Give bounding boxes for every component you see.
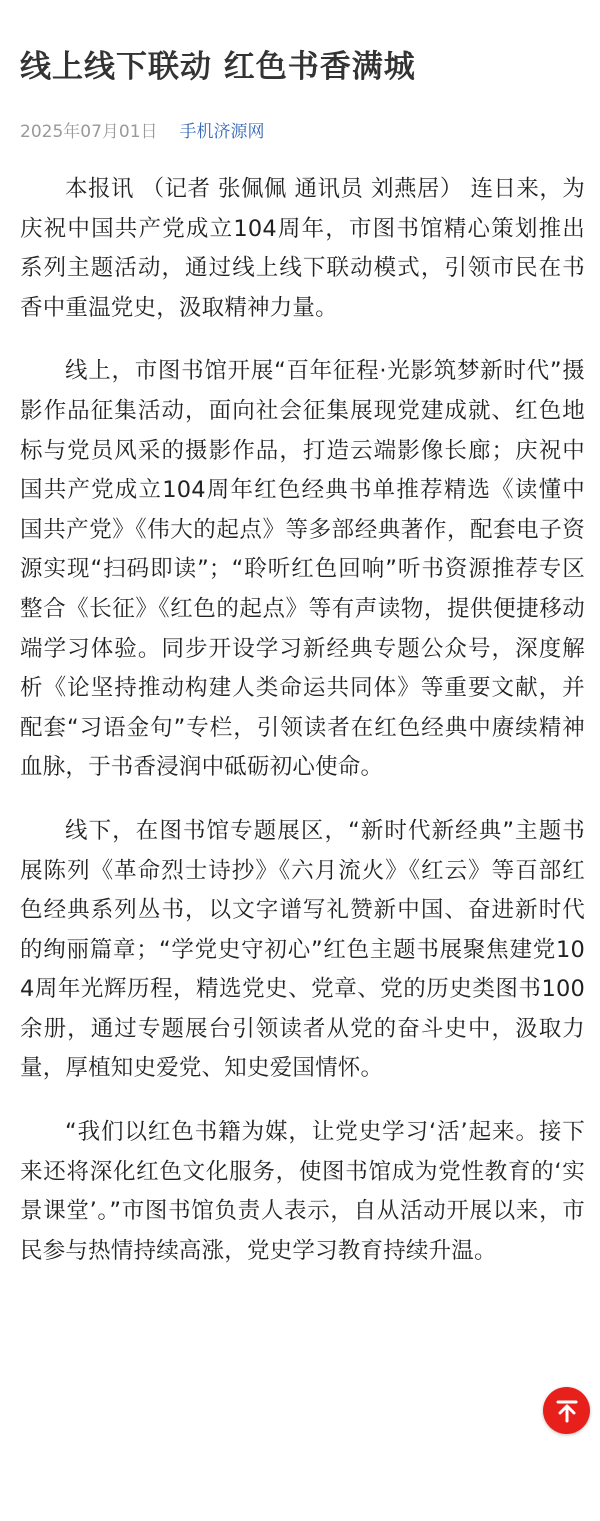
publish-date: 2025年07月01日 bbox=[20, 121, 158, 142]
paragraph: 线下，在图书馆专题展区，“新时代新经典”主题书展陈列《革命烈士诗抄》《六月流火》《红云》等百部红色经典系列丛书，以文字谱写礼赞新中国、奋进新时代的绚丽篇章；“学党史守初心”红色主题书展聚焦建党104周年光辉历程，精选党史、党章、党的历史类图书100余册，通过专题展台引领读者从党的奋斗史中，汲取力量，厚植知史爱党、知史爱国情怀。 bbox=[20, 817, 585, 1082]
back-to-top-button[interactable] bbox=[543, 1387, 590, 1434]
paragraph: “我们以红色书籍为媒，让党史学习‘活’起来。接下来还将深化红色文化服务，使图书馆成为党性教育的‘实景课堂’。”市图书馆负责人表示，自从活动开展以来，市民参与热情持续高涨，党史学习教育持续升温。 bbox=[20, 1119, 585, 1264]
paragraph: 线上，市图书馆开展“百年征程·光影筑梦新时代”摄影作品征集活动，面向社会征集展现党建成就、红色地标与党员风采的摄影作品，打造云端影像长廊；庆祝中国共产党成立104周年红色经典书单推荐精选《读懂中国共产党》《伟大的起点》等多部经典著作，配套电子资源实现“扫码即读”；“聆听红色回响”听书资源推荐专区整合《长征》《红色的起点》等有声读物，提供便捷移动端学习体验。同步开设学习新经典专题公众号，深度解析《论坚持推动构建人类命运共同体》等重要文献，并配套“习语金句”专栏，引领读者在红色经典中赓续精神血脉，于书香浸润中砥砺初心使命。 bbox=[20, 358, 585, 781]
article-title: 线上线下联动 红色书香满城 bbox=[20, 49, 416, 85]
article-body bbox=[20, 170, 585, 1295]
arrow-up-to-line-icon bbox=[554, 1398, 580, 1424]
source-link[interactable]: 手机济源网 bbox=[179, 121, 265, 142]
article-meta bbox=[20, 114, 265, 144]
paragraph: 本报讯 （记者 张佩佩 通讯员 刘燕居） 连日来，为庆祝中国共产党成立104周年，市图书馆精心策划推出系列主题活动，通过线上线下联动模式，引领市民在书香中重温党史，汲取精神力量。 bbox=[20, 176, 585, 321]
